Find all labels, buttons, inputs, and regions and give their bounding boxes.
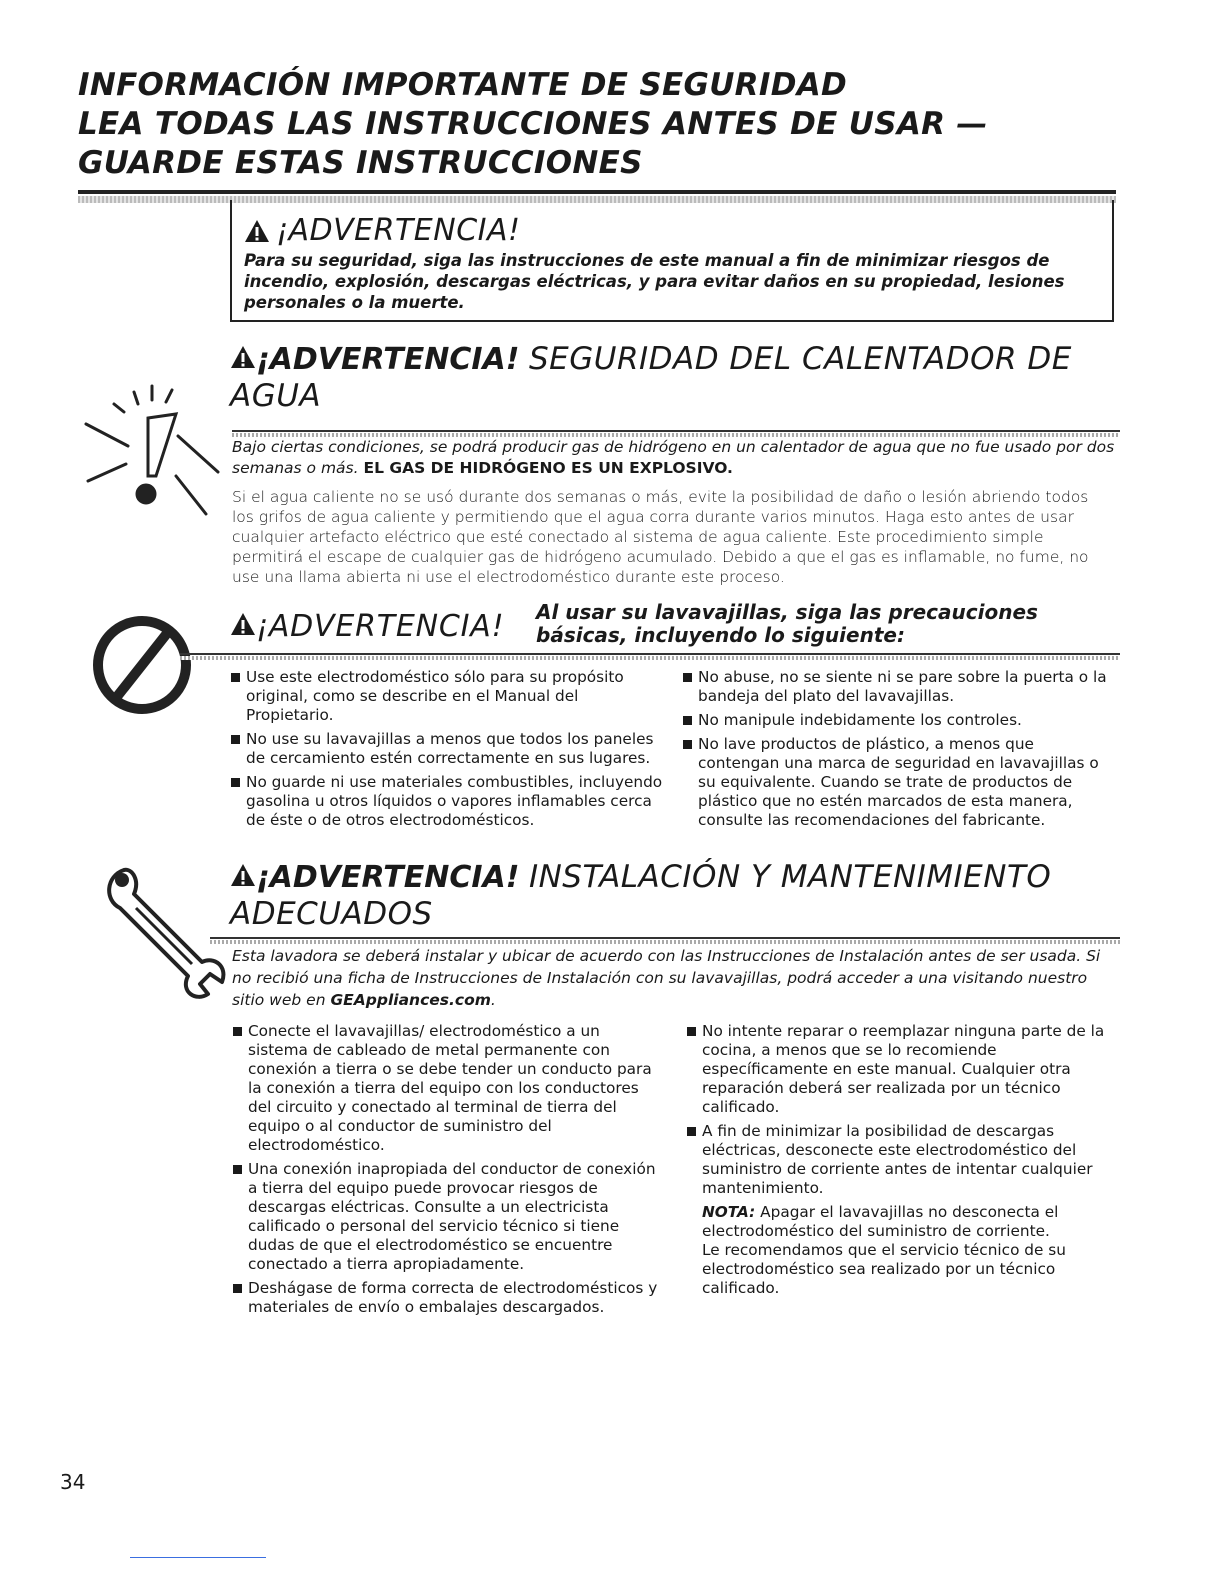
water-heater-body: Si el agua caliente no se usó durante dos semanas o más, evite la posibilidad de daño o lesión abriendo todos los grifos de agua caliente y permitiendo que el agua corra durante varios minutos. Haga esto antes de usar cualquier artefacto eléctrico que esté conectado al sistema de agua caliente. Este procedimiento simple permitirá el escape de cualquier gas de hidrógeno acumulado. Debido a que el gas es inflamable, no fume, no use una llama abierta ni use el electrodoméstico durante este proceso. (232, 488, 1089, 586)
warning-box-text: Para su seguridad, siga las instrucciones de este manual a fin de minimizar riesgos de incendio, explosión, descargas eléctricas, y para evitar daños en su propiedad, lesiones personales o la muerte. (244, 251, 1065, 312)
install-intro-text: Esta lavadora se deberá instalar y ubicar de acuerdo con las Instrucciones de Instalación antes de ser usada. Si no recibió una ficha de Instrucciones de Instalación con su lavavajillas, podrá acceder a una visitando nuestro sitio web en (232, 947, 1101, 1009)
footer-line (130, 1557, 266, 1558)
list-item: Use este electrodoméstico sólo para su propósito original, como se describe en el Manual del Propietario. (230, 668, 670, 725)
list-item: No guarde ni use materiales combustibles, incluyendo gasolina u otros líquidos o vapores inflamables cerca de éste o de otros electrodomésticos. (230, 773, 670, 830)
list-item: No abuse, no se siente ni se pare sobre la puerta o la bandeja del plato del lavavajillas. (682, 668, 1112, 706)
water-heater-subtitle: SEGURIDAD DEL CALENTADOR DE AGUA (230, 341, 1072, 414)
basic-subtitle-line-1: Al usar su lavavajillas, siga las precauciones (536, 600, 1038, 624)
water-heater-intro-bold: EL GAS DE HIDRÓGENO ES UN EXPLOSIVO. (363, 459, 733, 477)
install-rule (210, 937, 1120, 939)
install-intro (232, 945, 1112, 1011)
basic-subtitle (536, 601, 1038, 647)
basic-left-list (230, 668, 670, 835)
title-line-2: LEA TODAS LAS INSTRUCCIONES ANTES DE USAR — (78, 106, 988, 142)
water-heater-label: ¡ADVERTENCIA! (256, 342, 520, 377)
basic-label: ¡ADVERTENCIA! (256, 609, 505, 644)
warning-triangle-icon (230, 863, 256, 887)
prohibited-icon (92, 615, 192, 715)
page-title (78, 66, 988, 183)
water-heater-intro (232, 437, 1122, 479)
install-left-list (232, 1022, 662, 1322)
warning-triangle-icon (230, 612, 256, 636)
list-item: Conecte el lavavajillas/ electrodoméstico a un sistema de cableado de metal permanente con conexión a tierra o se debe tender un conducto para la conexión a tierra del equipo con los conductores del circuito y conectado al terminal de tierra del equipo o al conductor de suministro del electrodoméstico. (232, 1022, 662, 1155)
warning-box-title (244, 214, 1100, 248)
install-right-list (686, 1022, 1106, 1198)
warning-triangle-icon (230, 345, 256, 369)
list-item: No lave productos de plástico, a menos que contengan una marca de seguridad en lavavajillas o su equivalente. Cuando se trate de productos de plástico que no estén marcados de esta manera, consulte las recomendaciones del fabricante. (682, 735, 1112, 830)
install-heading (230, 859, 1110, 933)
basic-heading-main (230, 609, 504, 645)
title-line-3: GUARDE ESTAS INSTRUCCIONES (78, 145, 643, 181)
note-text-2: Le recomendamos que el servicio técnico de su electrodoméstico sea realizado por un técnico calificado. (702, 1241, 1066, 1297)
install-label: ¡ADVERTENCIA! (256, 860, 520, 895)
install-note (686, 1203, 1106, 1298)
page-number: 34 (60, 1470, 86, 1494)
install-subtitle: INSTALACIÓN Y MANTENIMIENTO ADECUADOS (230, 859, 1052, 932)
warning-box (230, 200, 1114, 322)
basic-rule (180, 653, 1120, 655)
wrench-icon (100, 862, 230, 1002)
list-item: No intente reparar o reemplazar ninguna parte de la cocina, a menos que se lo recomiende específicamente en este manual. Cualquier otra reparación deberá ser realizada por un técnico calificado. (686, 1022, 1106, 1117)
install-right-column (686, 1022, 1106, 1298)
note-label: NOTA: (702, 1203, 756, 1221)
basic-right-list (682, 668, 1112, 835)
basic-rule-shade (180, 656, 1120, 660)
list-item: No use su lavavajillas a menos que todos los paneles de cercamiento estén correctamente en sus lugares. (230, 730, 670, 768)
list-item: Una conexión inapropiada del conductor de conexión a tierra del equipo puede provocar riesgos de descargas eléctricas. Consulte a un electricista calificado o personal del servicio técnico si tiene dudas de que el electrodoméstico se encuentre conectado a tierra apropiadamente. (232, 1160, 662, 1274)
title-rule (78, 190, 1116, 194)
title-line-1: INFORMACIÓN IMPORTANTE DE SEGURIDAD (78, 67, 848, 103)
warning-box-label: ¡ADVERTENCIA! (276, 213, 521, 248)
warning-triangle-icon (244, 219, 270, 243)
install-website-link[interactable]: GEAppliances.com (330, 991, 491, 1009)
basic-subtitle-line-2: básicas, incluyendo lo siguiente: (536, 623, 905, 647)
exclamation-icon (78, 376, 228, 516)
water-heater-heading (230, 341, 1090, 415)
list-item: A fin de minimizar la posibilidad de descargas eléctricas, desconecte este electrodoméstico del suministro de corriente antes de intentar cualquier mantenimiento. (686, 1122, 1106, 1198)
install-intro-end: . (490, 991, 496, 1009)
list-item: No manipule indebidamente los controles. (682, 711, 1112, 730)
water-heater-rule (232, 430, 1120, 432)
note-text: Apagar el lavavajillas no desconecta el electrodoméstico del suministro de corriente. (702, 1203, 1059, 1240)
water-heater-intro-text: Bajo ciertas condiciones, se podrá producir gas de hidrógeno en un calentador de agua que no fue usado por dos semanas o más. (232, 438, 1115, 477)
list-item: Deshágase de forma correcta de electrodomésticos y materiales de envío o embalajes descargados. (232, 1279, 662, 1317)
install-rule-shade (210, 940, 1120, 944)
basic-heading (230, 601, 1110, 653)
